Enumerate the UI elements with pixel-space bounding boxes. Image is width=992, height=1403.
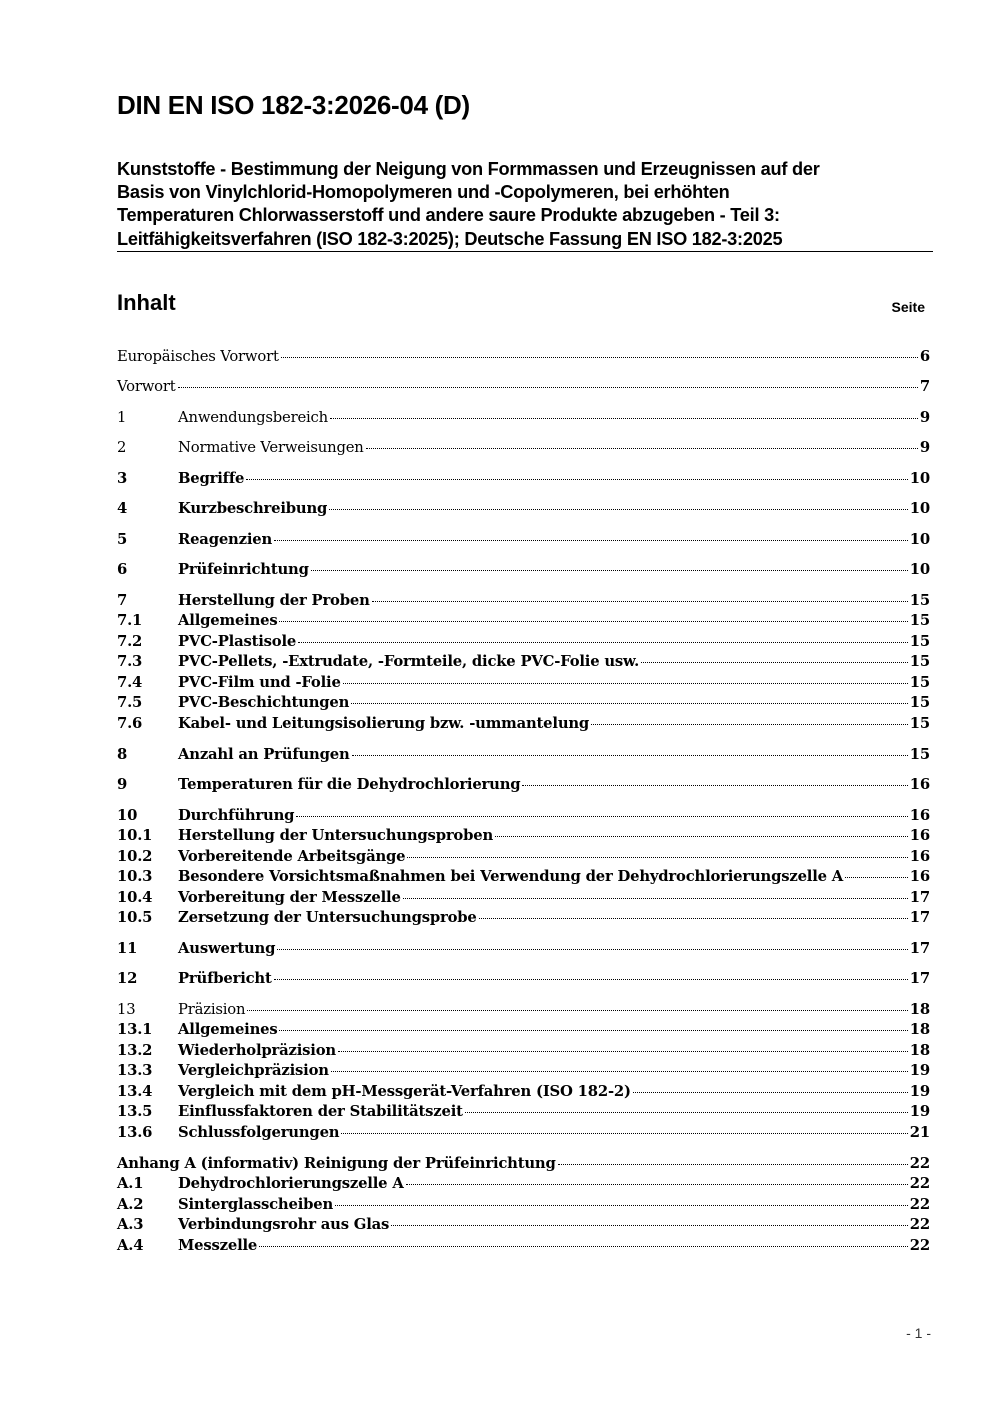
toc-dot-leader [366, 448, 918, 449]
toc-entry-number: 7.4 [117, 674, 143, 691]
toc-entry-page: 21 [909, 1124, 930, 1141]
toc-entry-page: 6 [919, 348, 930, 365]
toc-entry[interactable] [117, 868, 930, 888]
toc-entry-page: 17 [909, 970, 930, 987]
toc-dot-leader [407, 857, 907, 858]
toc-entry-page: 15 [909, 746, 930, 763]
subtitle-line: Kunststoffe - Bestimmung der Neigung von Formmassen und Erzeugnissen auf der [117, 159, 820, 179]
toc-page-column-label: Seite [891, 299, 925, 315]
toc-dot-leader [178, 387, 918, 388]
toc-entry-title: Herstellung der Untersuchungsproben [178, 827, 494, 844]
toc-entry-number: 13.2 [117, 1042, 153, 1059]
toc-dot-leader [351, 703, 908, 704]
toc-entry-page: 18 [909, 1001, 930, 1018]
toc-entry-page: 10 [909, 500, 930, 517]
toc-entry-title: Dehydrochlorierungszelle A [178, 1175, 404, 1192]
toc-dot-leader [296, 816, 908, 817]
toc-dot-leader [279, 1030, 907, 1031]
toc-entry-title: PVC-Film und -Folie [178, 674, 341, 691]
toc-entry-number: 11 [117, 940, 138, 957]
toc-entry[interactable] [117, 1062, 930, 1082]
toc-entry-title: Begriffe [178, 470, 245, 487]
toc-entry-title: Vorwort [117, 378, 176, 395]
toc-dot-leader [495, 836, 908, 837]
toc-entry-page: 17 [909, 940, 930, 957]
toc-entry-page: 16 [909, 807, 930, 824]
toc-dot-leader [343, 683, 908, 684]
toc-entry-page: 16 [909, 776, 930, 793]
toc-entry[interactable] [117, 694, 930, 714]
toc-dot-leader [558, 1164, 908, 1165]
toc-entry-title: Temperaturen für die Dehydrochlorierung [178, 776, 521, 793]
toc-dot-leader [633, 1092, 908, 1093]
toc-dot-leader [311, 570, 908, 571]
toc-entry-number: 12 [117, 970, 138, 987]
toc-entry[interactable] [117, 848, 930, 868]
toc-dot-leader [330, 418, 918, 419]
toc-entry[interactable] [117, 500, 930, 520]
page-number: - 1 - [906, 1325, 931, 1341]
toc-dot-leader [246, 479, 908, 480]
toc-dot-leader [279, 621, 907, 622]
toc-entry-number: 7.2 [117, 633, 143, 650]
toc-entry-page: 22 [909, 1196, 930, 1213]
toc-entry-title: Normative Verweisungen [178, 439, 364, 456]
toc-entry-title: Einflussfaktoren der Stabilitätszeit [178, 1103, 463, 1120]
toc-entry-number: A.1 [117, 1175, 144, 1192]
toc-entry-page: 15 [909, 694, 930, 711]
toc-entry-title: Präzision [178, 1001, 246, 1018]
toc-dot-leader [641, 662, 908, 663]
toc-dot-leader [341, 1133, 907, 1134]
toc-entry-page: 17 [909, 909, 930, 926]
toc-dot-leader [479, 918, 908, 919]
toc-entry-number: 13.6 [117, 1124, 153, 1141]
toc-dot-leader [247, 1010, 907, 1011]
toc-entry[interactable] [117, 1083, 930, 1103]
toc-dot-leader [845, 877, 908, 878]
toc-entry-number: 3 [117, 470, 128, 487]
toc-dot-leader [465, 1112, 908, 1113]
toc-entry-number: 7 [117, 592, 128, 609]
toc-entry-number: 8 [117, 746, 128, 763]
toc-entry-page: 16 [909, 827, 930, 844]
toc-entry-page: 19 [909, 1103, 930, 1120]
toc-entry-title: Allgemeines [178, 612, 278, 629]
toc-entry-title: PVC-Pellets, -Extrudate, -Formteile, dicke PVC-Folie usw. [178, 653, 640, 670]
toc-entry-number: A.2 [117, 1196, 144, 1213]
toc-entry-title: Reagenzien [178, 531, 273, 548]
toc-entry-number: 5 [117, 531, 128, 548]
toc-dot-leader [259, 1246, 908, 1247]
toc-dot-leader [335, 1205, 908, 1206]
toc-entry-page: 15 [909, 612, 930, 629]
toc-entry-title: Anzahl an Prüfungen [178, 746, 350, 763]
toc-entry-title: Herstellung der Proben [178, 592, 370, 609]
toc-entry-number: 10.2 [117, 848, 153, 865]
toc-dot-leader [372, 601, 908, 602]
toc-entry[interactable] [117, 909, 930, 929]
toc-entry-title: Auswertung [178, 940, 276, 957]
toc-entry[interactable] [117, 1124, 930, 1144]
toc-entry-title: Kurzbeschreibung [178, 500, 328, 517]
toc-entry-title: Allgemeines [178, 1021, 278, 1038]
toc-entry-title: Prüfeinrichtung [178, 561, 309, 578]
toc-entry[interactable] [117, 348, 930, 368]
toc-entry[interactable] [117, 561, 930, 581]
toc-entry-page: 17 [909, 889, 930, 906]
toc-entry-title: Anhang A (informativ) Reinigung der Prüfeinrichtung [117, 1155, 556, 1172]
toc-entry[interactable] [117, 674, 930, 694]
toc-entry-number: 10.4 [117, 889, 153, 906]
toc-entry-number: 13.5 [117, 1103, 153, 1120]
toc-entry[interactable] [117, 470, 930, 490]
toc-entry-title: Verbindungsrohr aus Glas [178, 1216, 390, 1233]
toc-entry-title: Zersetzung der Untersuchungsprobe [178, 909, 477, 926]
toc-entry[interactable] [117, 776, 930, 796]
toc-entry-number: 13.3 [117, 1062, 153, 1079]
toc-entry[interactable] [117, 612, 930, 632]
toc-dot-leader [406, 1184, 908, 1185]
subtitle-line: Basis von Vinylchlorid-Homopolymeren und -Copolymeren, bei erhöhten [117, 182, 730, 203]
toc-entry-number: 4 [117, 500, 128, 517]
toc-entry-title: Vorbereitung der Messzelle [178, 889, 401, 906]
toc-entry-number: 10.1 [117, 827, 153, 844]
toc-entry-page: 22 [909, 1237, 930, 1254]
toc-dot-leader [281, 357, 918, 358]
toc-entry[interactable] [117, 1103, 930, 1123]
toc-entry-page: 15 [909, 674, 930, 691]
toc-entry-number: 13.1 [117, 1021, 153, 1038]
toc-entry[interactable] [117, 439, 930, 459]
toc-entry-title: PVC-Plastisole [178, 633, 297, 650]
toc-dot-leader [352, 755, 908, 756]
toc-dot-leader [274, 979, 908, 980]
toc-entry[interactable] [117, 889, 930, 909]
toc-entry-title: Anwendungsbereich [178, 409, 328, 426]
toc-entry[interactable] [117, 378, 930, 398]
toc-entry-title: Sinterglasscheiben [178, 1196, 334, 1213]
toc-entry[interactable] [117, 827, 930, 847]
toc-entry-page: 19 [909, 1062, 930, 1079]
toc-entry-number: 6 [117, 561, 128, 578]
toc-entry-number: 9 [117, 776, 128, 793]
toc-entry[interactable] [117, 746, 930, 766]
toc-entry[interactable] [117, 592, 930, 612]
toc-entry[interactable] [117, 1216, 930, 1236]
toc-entry[interactable] [117, 1001, 930, 1021]
toc-dot-leader [338, 1051, 908, 1052]
toc-entry[interactable] [117, 1175, 930, 1195]
toc-entry-title: Wiederholpräzision [178, 1042, 336, 1059]
toc-entry[interactable] [117, 653, 930, 673]
toc-entry-page: 18 [909, 1021, 930, 1038]
toc-dot-leader [329, 509, 908, 510]
toc-entry-title: Prüfbericht [178, 970, 272, 987]
toc-entry[interactable] [117, 940, 930, 960]
toc-dot-leader [403, 898, 908, 899]
toc-entry-title: Vergleichpräzision [178, 1062, 329, 1079]
toc-entry-number: 10.5 [117, 909, 153, 926]
document-title: DIN EN ISO 182-3:2026-04 (D) [117, 90, 470, 120]
title-divider [117, 251, 933, 252]
toc-entry-title: Vorbereitende Arbeitsgänge [178, 848, 406, 865]
toc-entry-title: PVC-Beschichtungen [178, 694, 350, 711]
toc-heading: Inhalt [117, 290, 176, 315]
toc-entry-page: 9 [919, 409, 930, 426]
toc-entry-page: 10 [909, 531, 930, 548]
toc-entry-page: 22 [909, 1155, 930, 1172]
toc-entry-page: 10 [909, 561, 930, 578]
toc-entry-title: Messzelle [178, 1237, 258, 1254]
toc-entry-number: 10.3 [117, 868, 153, 885]
toc-entry-number: 7.6 [117, 715, 143, 732]
toc-entry-number: 1 [117, 409, 127, 426]
toc-dot-leader [274, 540, 908, 541]
toc-entry-title: Durchführung [178, 807, 295, 824]
toc-dot-leader [522, 785, 907, 786]
toc-entry-page: 15 [909, 715, 930, 732]
toc-dot-leader [331, 1071, 908, 1072]
toc-entry[interactable] [117, 409, 930, 429]
toc-entry[interactable] [117, 715, 930, 735]
toc-entry-number: 13.4 [117, 1083, 153, 1100]
toc-dot-leader [391, 1225, 908, 1226]
toc-entry-page: 19 [909, 1083, 930, 1100]
toc-entry[interactable] [117, 1237, 930, 1257]
toc-entry-page: 18 [909, 1042, 930, 1059]
toc-dot-leader [277, 949, 908, 950]
toc-entry-page: 15 [909, 653, 930, 670]
toc-entry-number: A.4 [117, 1237, 144, 1254]
toc-entry-page: 15 [909, 592, 930, 609]
toc-entry[interactable] [117, 633, 930, 653]
toc-entry[interactable] [117, 970, 930, 990]
toc-entry-title: Vergleich mit dem pH-Messgerät-Verfahren (ISO 182-2) [178, 1083, 631, 1100]
toc-entry-number: 7.1 [117, 612, 143, 629]
subtitle-line: Temperaturen Chlorwasserstoff und andere saure Produkte abzugeben - Teil 3: [117, 205, 780, 226]
subtitle-line: Leitfähigkeitsverfahren (ISO 182-3:2025); Deutsche Fassung EN ISO 182-3:2025 [117, 228, 783, 249]
toc-entry[interactable] [117, 1155, 930, 1175]
toc-entry-number: 7.5 [117, 694, 143, 711]
toc-entry[interactable] [117, 1021, 930, 1041]
toc-entry-page: 15 [909, 633, 930, 650]
toc-entry-number: 7.3 [117, 653, 143, 670]
toc-entry-page: 16 [909, 848, 930, 865]
toc-entry[interactable] [117, 1042, 930, 1062]
toc-entry-page: 9 [919, 439, 930, 456]
toc-entry[interactable] [117, 1196, 930, 1216]
toc-entry-number: A.3 [117, 1216, 144, 1233]
toc-entry-page: 7 [919, 378, 930, 395]
toc-entry-number: 2 [117, 439, 127, 456]
toc-dot-leader [591, 724, 908, 725]
toc-entry-title: Kabel- und Leitungsisolierung bzw. -ummantelung [178, 715, 590, 732]
toc-entry[interactable] [117, 807, 930, 827]
toc-dot-leader [298, 642, 908, 643]
toc-entry-title: Besondere Vorsichtsmaßnahmen bei Verwendung der Dehydrochlorierungszelle A [178, 868, 844, 885]
toc-entry-page: 22 [909, 1175, 930, 1192]
toc-entry-page: 16 [909, 868, 930, 885]
toc-entry-number: 13 [117, 1001, 136, 1018]
toc-entry-number: 10 [117, 807, 138, 824]
toc-entry-page: 22 [909, 1216, 930, 1233]
document-subtitle [117, 158, 933, 251]
toc-entry[interactable] [117, 531, 930, 551]
toc-entry-title: Europäisches Vorwort [117, 348, 279, 365]
toc-entry-page: 10 [909, 470, 930, 487]
toc-entry-title: Schlussfolgerungen [178, 1124, 340, 1141]
